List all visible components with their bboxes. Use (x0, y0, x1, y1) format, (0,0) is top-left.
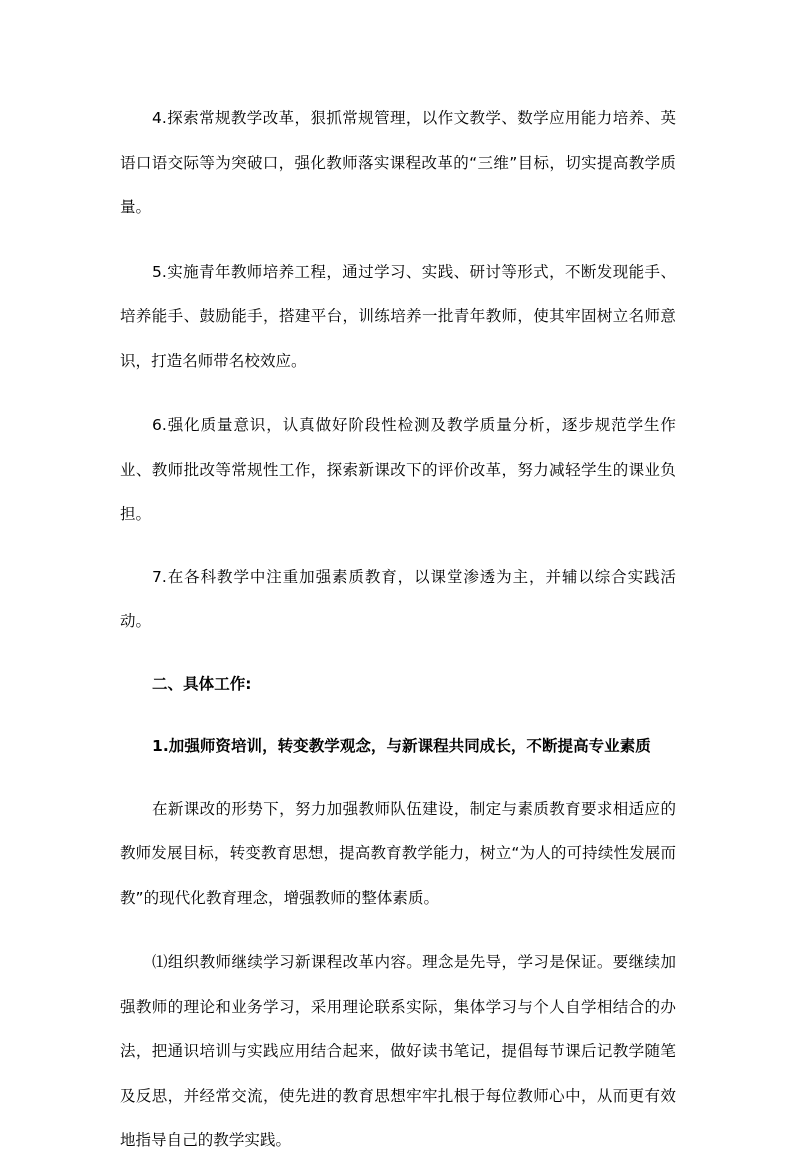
paragraph-item-7: 7.在各科教学中注重加强素质教育，以课堂渗透为主，并辅以综合实践活动。 (120, 567, 676, 630)
paragraph-item-6: 6.强化质量意识，认真做好阶段性检测及教学质量分析，逐步规范学生作业、教师批改等常规性工作，探索新课改下的评价改革，努力减轻学生的课业负担。 (120, 416, 676, 523)
section-heading: 二、具体工作: (152, 674, 252, 693)
sub-heading: 1.加强师资培训，转变教学观念，与新课程共同成长，不断提高专业素质 (152, 737, 651, 755)
paragraph-item-1: ⑴组织教师继续学习新课程改革内容。理念是先导，学习是保证。要继续加强教师的理论和业务学习，采用理论联系实际，集体学习与个人自学相结合的办法，把通识培训与实践应用结合起来，做好读书笔记，提倡每节课后记教学随笔及反思，并经常交流，使先进的教育思想牢牢扎根于每位教师心中，从而更有效地指导自己的教学实践。 (120, 953, 676, 1149)
document-page (120, 96, 676, 1163)
paragraph-item-4: 4.探索常规教学改革，狠抓常规管理，以作文教学、数学应用能力培养、英语口语交际等为突破口，强化教师落实课程改革的“三维”目标，切实提高教学质量。 (120, 109, 676, 216)
paragraph-intro: 在新课改的形势下，努力加强教师队伍建设，制定与素质教育要求相适应的教师发展目标，转变教育思想，提高教育教学能力，树立“为人的可持续性发展而教”的现代化教育理念，增强教师的整体素质。 (120, 799, 676, 907)
paragraph-item-5: 5.实施青年教师培养工程，通过学习、实践、研讨等形式，不断发现能手、培养能手、鼓励能手，搭建平台，训练培养一批青年教师，使其牢固树立名师意识，打造名师带名校效应。 (120, 262, 676, 370)
